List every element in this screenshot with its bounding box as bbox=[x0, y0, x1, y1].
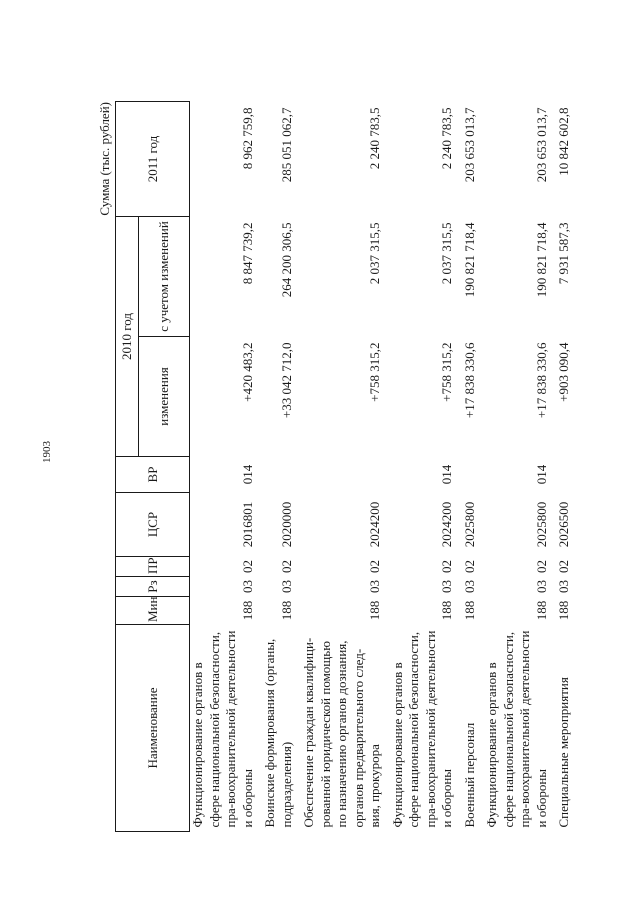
row-changes: +17 838 330,6 bbox=[461, 342, 477, 419]
row-2011: 203 653 013,7 bbox=[533, 107, 549, 183]
row-2011: 10 842 602,8 bbox=[556, 107, 571, 176]
row-vr: 014 bbox=[533, 464, 549, 485]
row-csr: 2025800 bbox=[461, 501, 477, 548]
row-min: 188 bbox=[461, 600, 477, 621]
row-pr: 02 bbox=[278, 560, 294, 573]
row-min: 188 bbox=[556, 600, 571, 621]
row-with-changes: 190 821 718,4 bbox=[461, 222, 477, 298]
row-vr: 014 bbox=[239, 464, 255, 485]
table-row bbox=[190, 102, 263, 832]
header-min: Мин bbox=[116, 597, 190, 625]
row-rz: 03 bbox=[461, 580, 477, 593]
row-name: Военный персонал bbox=[461, 722, 477, 828]
row-rz: 03 bbox=[556, 580, 571, 593]
row-pr: 02 bbox=[461, 560, 477, 573]
row-name: Воинские формирования (органы, подразделения) bbox=[262, 638, 294, 828]
row-vr bbox=[262, 457, 301, 493]
header-vr: ВР bbox=[116, 457, 190, 493]
row-csr: 2026500 bbox=[556, 501, 571, 548]
row-with-changes: 2 037 315,5 bbox=[439, 222, 454, 285]
row-2011: 285 051 062,7 bbox=[278, 107, 294, 183]
row-vr bbox=[462, 457, 485, 493]
row-rz: 03 bbox=[533, 580, 549, 593]
row-changes: +420 483,2 bbox=[239, 342, 255, 402]
page-number: 1903 bbox=[41, 441, 53, 463]
table-row bbox=[462, 102, 485, 832]
header-pr: ПР bbox=[116, 557, 190, 577]
row-rz: 03 bbox=[239, 580, 255, 593]
row-name: Обеспечение граждан квалифици-рованной юридической помощью по назначению органов дознания, органов предварительного след-вия, прокурора bbox=[301, 637, 382, 828]
row-csr: 2025800 bbox=[533, 501, 549, 548]
row-pr: 02 bbox=[439, 560, 454, 573]
row-pr: 02 bbox=[239, 560, 255, 573]
header-year-2011: 2011 год bbox=[116, 102, 190, 217]
row-rz: 03 bbox=[367, 580, 382, 593]
row-vr bbox=[556, 457, 579, 493]
row-min: 188 bbox=[533, 600, 549, 621]
header-name: Наименование bbox=[116, 625, 190, 832]
row-changes: +758 315,2 bbox=[439, 342, 454, 402]
budget-table bbox=[115, 101, 579, 832]
row-with-changes: 190 821 718,4 bbox=[533, 222, 549, 298]
row-csr: 2024200 bbox=[367, 501, 382, 548]
header-changes: изменения bbox=[139, 337, 190, 457]
row-csr: 2016801 bbox=[239, 501, 255, 548]
row-2011: 8 962 759,8 bbox=[239, 107, 255, 170]
row-vr bbox=[301, 457, 390, 493]
row-with-changes: 2 037 315,5 bbox=[367, 222, 382, 285]
row-min: 188 bbox=[367, 600, 382, 621]
row-pr: 02 bbox=[556, 560, 571, 573]
row-pr: 02 bbox=[533, 560, 549, 573]
units-label: Сумма (тыс. рублей) bbox=[97, 102, 112, 216]
row-name: Функционирование органов в сфере национальной безопасности, пра-воохранительной деятельности и обороны bbox=[484, 630, 549, 828]
table-row bbox=[390, 102, 462, 832]
row-2011: 2 240 783,5 bbox=[367, 107, 382, 170]
row-name: Функционирование органов в сфере национальной безопасности, пра-воохранительной деятельности и обороны bbox=[190, 630, 255, 828]
row-csr: 2020000 bbox=[278, 501, 294, 548]
table-row bbox=[262, 102, 301, 832]
row-csr: 2024200 bbox=[439, 501, 454, 548]
header-csr: ЦСР bbox=[116, 493, 190, 557]
header-rz: Рз bbox=[116, 577, 190, 597]
row-2011: 203 653 013,7 bbox=[461, 107, 477, 183]
row-with-changes: 7 931 587,3 bbox=[556, 222, 571, 285]
row-with-changes: 264 200 306,5 bbox=[278, 222, 294, 298]
row-changes: +17 838 330,6 bbox=[533, 342, 549, 419]
row-min: 188 bbox=[439, 600, 454, 621]
row-pr: 02 bbox=[367, 560, 382, 573]
row-rz: 03 bbox=[278, 580, 294, 593]
row-with-changes: 8 847 739,2 bbox=[239, 222, 255, 285]
row-vr: 014 bbox=[439, 464, 454, 485]
table-row bbox=[484, 102, 556, 832]
row-changes: +903 090,4 bbox=[556, 342, 571, 402]
row-name: Функционирование органов в сфере национальной безопасности, пра-воохранительной деятельности и обороны bbox=[389, 630, 454, 828]
table-row bbox=[556, 102, 579, 832]
table-row bbox=[301, 102, 390, 832]
row-changes: +758 315,2 bbox=[367, 342, 382, 402]
header-year-2010: 2010 год bbox=[116, 217, 139, 457]
row-min: 188 bbox=[239, 600, 255, 621]
row-2011: 2 240 783,5 bbox=[439, 107, 454, 170]
row-min: 188 bbox=[278, 600, 294, 621]
row-rz: 03 bbox=[439, 580, 454, 593]
row-name: Специальные мероприятия bbox=[556, 677, 571, 828]
row-changes: +33 042 712,0 bbox=[278, 342, 294, 419]
rotated-table-page bbox=[91, 72, 571, 832]
header-with-changes: с учетом изменений bbox=[139, 217, 190, 337]
